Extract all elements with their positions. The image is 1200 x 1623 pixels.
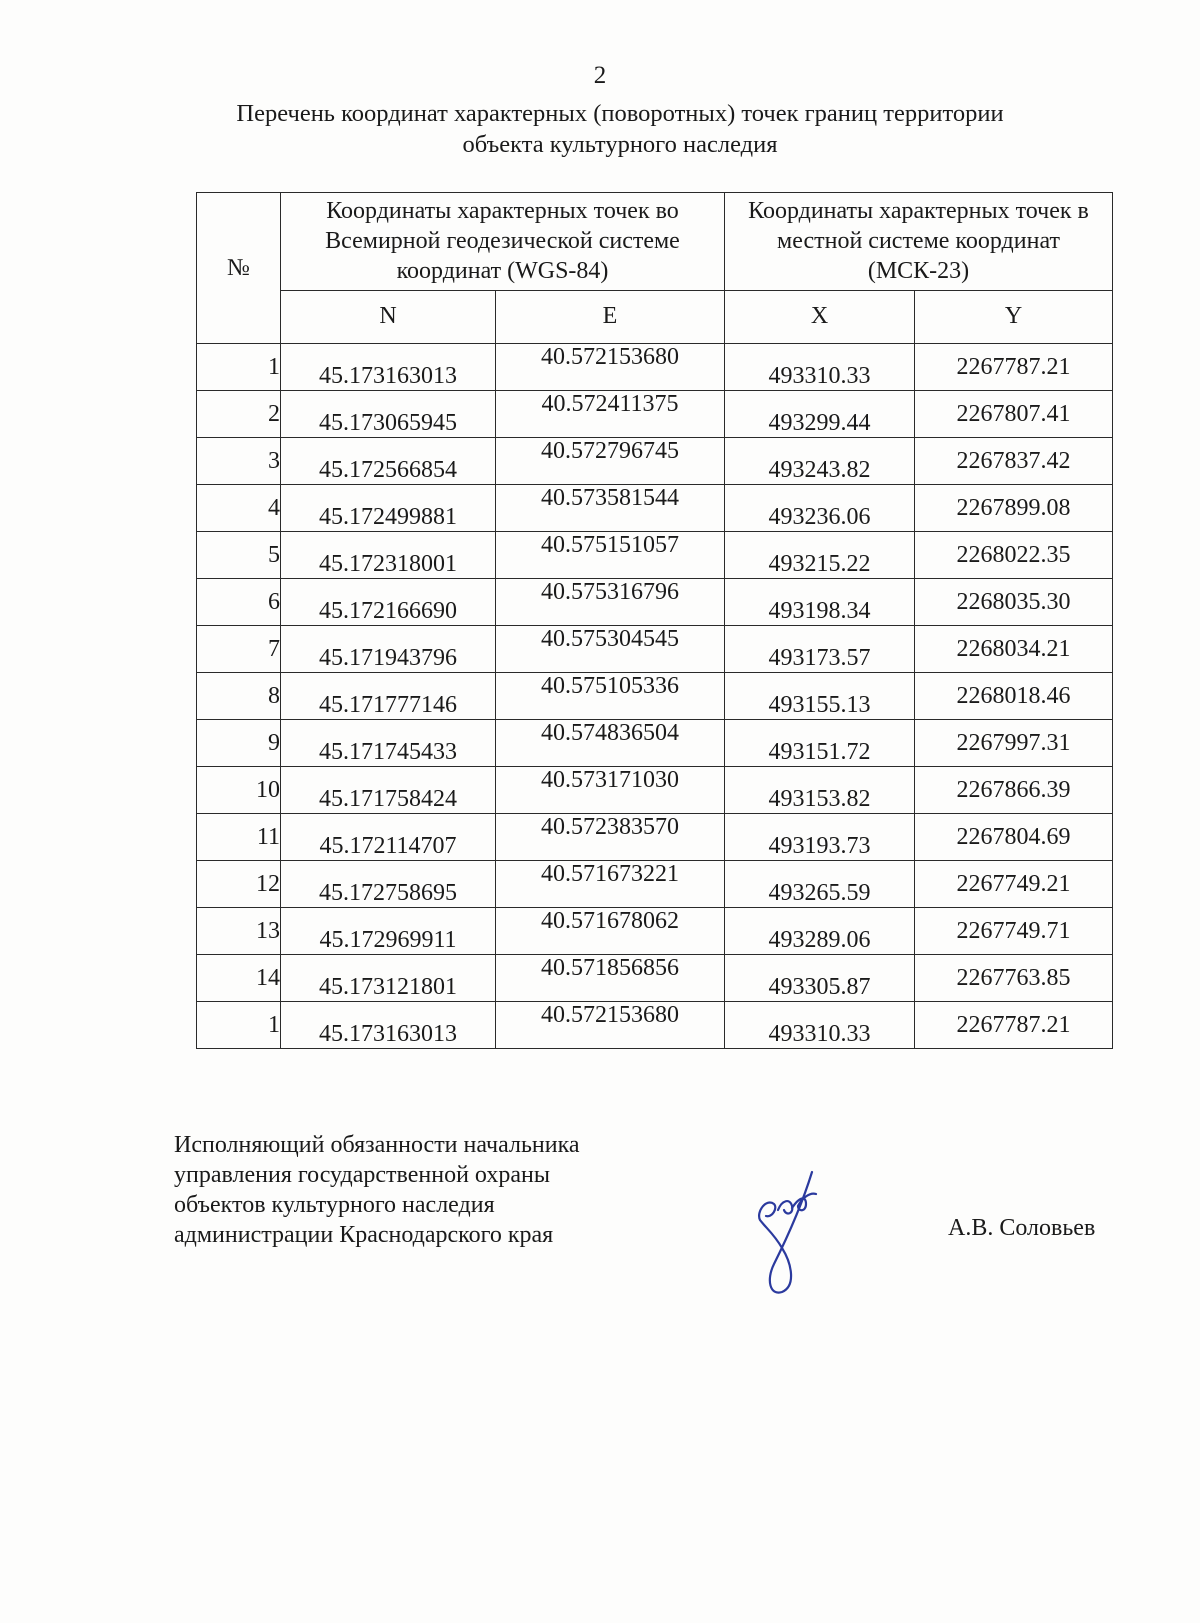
cell-y: 2268018.46: [915, 673, 1113, 720]
table-row: [197, 1002, 1113, 1049]
header-e: E: [496, 290, 725, 343]
cell-x: 493305.87: [725, 955, 915, 1002]
cell-x: 493173.57: [725, 626, 915, 673]
cell-y: 2267837.42: [915, 438, 1113, 485]
cell-e: 40.573171030: [496, 767, 725, 814]
table-row: [197, 532, 1113, 579]
signer-line-4: администрации Краснодарского края: [174, 1222, 554, 1248]
signer-name: А.В. Соловьев: [948, 1215, 1096, 1241]
cell-e: 40.575151057: [496, 532, 725, 579]
cell-y: 2267899.08: [915, 485, 1113, 532]
cell-num: 14: [197, 955, 281, 1002]
table-row: [197, 908, 1113, 955]
cell-e: 40.571856856: [496, 955, 725, 1002]
title-line-2: объекта культурного наследия: [462, 131, 778, 158]
cell-y: 2268035.30: [915, 579, 1113, 626]
cell-n: 45.173163013: [281, 1002, 496, 1049]
header-num: №: [197, 193, 281, 344]
cell-x: 493215.22: [725, 532, 915, 579]
table-row: [197, 767, 1113, 814]
cell-n: 45.172969911: [281, 908, 496, 955]
cell-e: 40.571678062: [496, 908, 725, 955]
document-title: [150, 98, 1090, 160]
cell-n: 45.171758424: [281, 767, 496, 814]
table-row: [197, 814, 1113, 861]
cell-y: 2267997.31: [915, 720, 1113, 767]
cell-x: 493198.34: [725, 579, 915, 626]
cell-e: 40.572411375: [496, 391, 725, 438]
table-row: [197, 438, 1113, 485]
cell-x: 493289.06: [725, 908, 915, 955]
header-y: Y: [915, 290, 1113, 343]
signer-position: [174, 1130, 694, 1250]
cell-y: 2267749.71: [915, 908, 1113, 955]
cell-e: 40.572383570: [496, 814, 725, 861]
table-row: [197, 344, 1113, 391]
cell-x: 493193.73: [725, 814, 915, 861]
cell-y: 2267749.21: [915, 861, 1113, 908]
cell-x: 493243.82: [725, 438, 915, 485]
cell-num: 6: [197, 579, 281, 626]
cell-n: 45.172114707: [281, 814, 496, 861]
table-row: [197, 485, 1113, 532]
signer-line-1: Исполняющий обязанности начальника: [174, 1132, 580, 1158]
cell-num: 12: [197, 861, 281, 908]
cell-x: 493310.33: [725, 1002, 915, 1049]
cell-e: 40.573581544: [496, 485, 725, 532]
cell-n: 45.172318001: [281, 532, 496, 579]
cell-e: 40.572796745: [496, 438, 725, 485]
cell-y: 2268034.21: [915, 626, 1113, 673]
table-row: [197, 391, 1113, 438]
cell-n: 45.173163013: [281, 344, 496, 391]
table-row: [197, 861, 1113, 908]
cell-x: 493236.06: [725, 485, 915, 532]
cell-e: 40.574836504: [496, 720, 725, 767]
header-x: X: [725, 290, 915, 343]
cell-e: 40.571673221: [496, 861, 725, 908]
cell-n: 45.171943796: [281, 626, 496, 673]
cell-num: 8: [197, 673, 281, 720]
cell-num: 11: [197, 814, 281, 861]
handwritten-signature: [752, 1168, 852, 1298]
cell-y: 2267763.85: [915, 955, 1113, 1002]
cell-y: 2267807.41: [915, 391, 1113, 438]
cell-n: 45.173065945: [281, 391, 496, 438]
header-msk-group: Координаты характерных точек в местной системе координат (МСК-23): [725, 193, 1113, 291]
cell-y: 2268022.35: [915, 532, 1113, 579]
table-row: [197, 579, 1113, 626]
cell-y: 2267787.21: [915, 344, 1113, 391]
cell-x: 493265.59: [725, 861, 915, 908]
header-n: N: [281, 290, 496, 343]
cell-num: 10: [197, 767, 281, 814]
cell-x: 493310.33: [725, 344, 915, 391]
cell-n: 45.172499881: [281, 485, 496, 532]
cell-x: 493153.82: [725, 767, 915, 814]
cell-e: 40.572153680: [496, 344, 725, 391]
cell-n: 45.172166690: [281, 579, 496, 626]
cell-num: 1: [197, 1002, 281, 1049]
title-line-1: Перечень координат характерных (поворотных) точек границ территории: [236, 100, 1004, 127]
cell-e: 40.572153680: [496, 1002, 725, 1049]
cell-n: 45.172758695: [281, 861, 496, 908]
cell-num: 7: [197, 626, 281, 673]
coordinates-table: [196, 192, 1113, 1049]
table-row: [197, 673, 1113, 720]
table-row: [197, 720, 1113, 767]
cell-x: 493299.44: [725, 391, 915, 438]
cell-x: 493155.13: [725, 673, 915, 720]
cell-n: 45.172566854: [281, 438, 496, 485]
cell-e: 40.575304545: [496, 626, 725, 673]
cell-y: 2267804.69: [915, 814, 1113, 861]
signer-line-2: управления государственной охраны: [174, 1162, 550, 1188]
cell-y: 2267866.39: [915, 767, 1113, 814]
cell-n: 45.173121801: [281, 955, 496, 1002]
page-number: 2: [593, 62, 607, 89]
cell-e: 40.575105336: [496, 673, 725, 720]
cell-num: 2: [197, 391, 281, 438]
cell-num: 4: [197, 485, 281, 532]
cell-y: 2267787.21: [915, 1002, 1113, 1049]
signer-line-3: объектов культурного наследия: [174, 1192, 495, 1218]
cell-n: 45.171745433: [281, 720, 496, 767]
table-row: [197, 626, 1113, 673]
cell-num: 5: [197, 532, 281, 579]
cell-num: 13: [197, 908, 281, 955]
table-row: [197, 955, 1113, 1002]
header-wgs-group: Координаты характерных точек во Всемирной геодезической системе координат (WGS-84): [281, 193, 725, 291]
cell-num: 3: [197, 438, 281, 485]
cell-num: 9: [197, 720, 281, 767]
cell-num: 1: [197, 344, 281, 391]
cell-e: 40.575316796: [496, 579, 725, 626]
cell-x: 493151.72: [725, 720, 915, 767]
cell-n: 45.171777146: [281, 673, 496, 720]
